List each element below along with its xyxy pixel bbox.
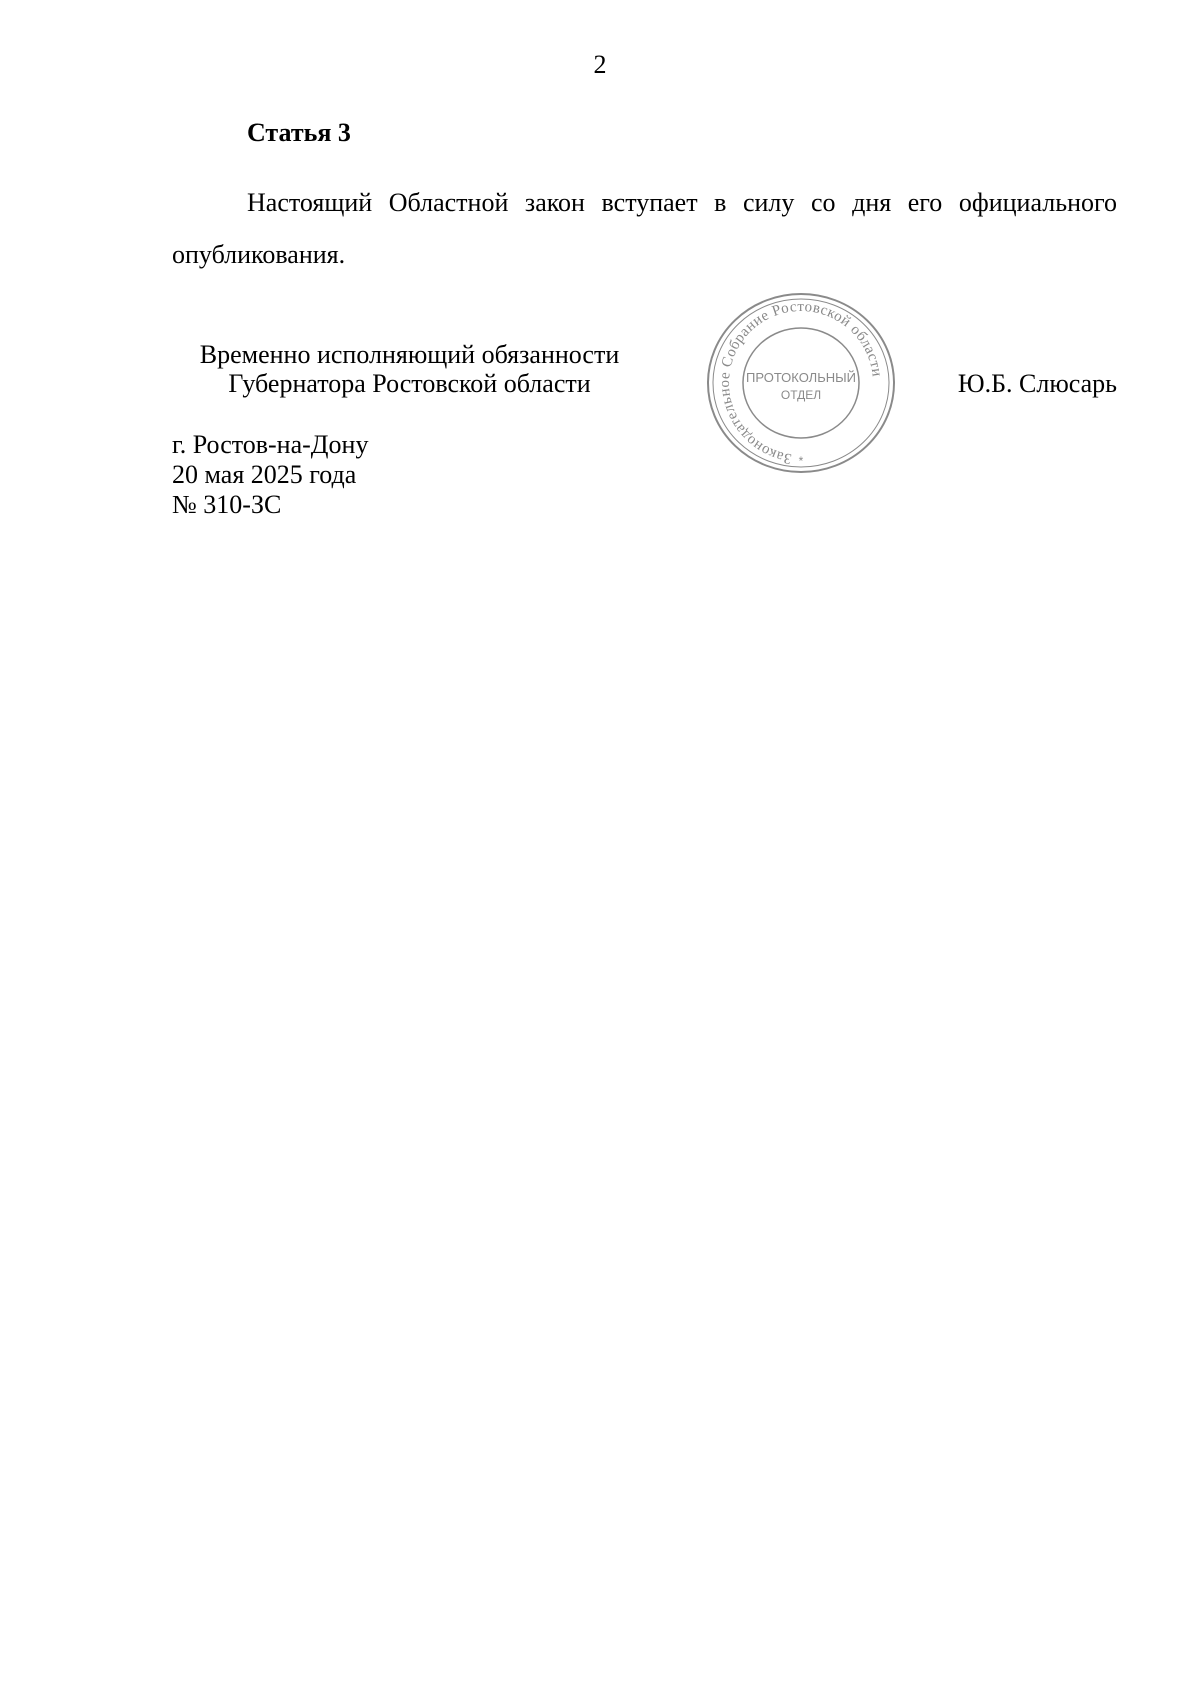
- date: 20 мая 2025 года: [172, 460, 357, 489]
- signer-position-line1: Временно исполняющий обязанности: [199, 340, 620, 369]
- seal-star: *: [798, 454, 804, 468]
- place-date-block: [172, 430, 368, 520]
- signer-position: [172, 340, 647, 398]
- law-number: № 310-ЗС: [172, 490, 282, 519]
- page-number: 2: [593, 50, 607, 79]
- seal-center-line1: ПРОТОКОЛЬНЫЙ: [745, 370, 857, 385]
- signer-name: Ю.Б. Слюсарь: [957, 369, 1117, 398]
- official-seal: [690, 290, 912, 480]
- signer-position-line2: Губернатора Ростовской области: [228, 369, 591, 398]
- seal-center-line2: ОТДЕЛ: [780, 388, 822, 402]
- article-title: Статья 3: [247, 118, 351, 147]
- city: г. Ростов-на-Дону: [172, 430, 369, 459]
- seal-ring-text: Законодательное Собрание Ростовской области: [716, 298, 885, 467]
- article-paragraph: Настоящий Областной закон вступает в силу со дня его официального опубликования.: [172, 188, 1117, 269]
